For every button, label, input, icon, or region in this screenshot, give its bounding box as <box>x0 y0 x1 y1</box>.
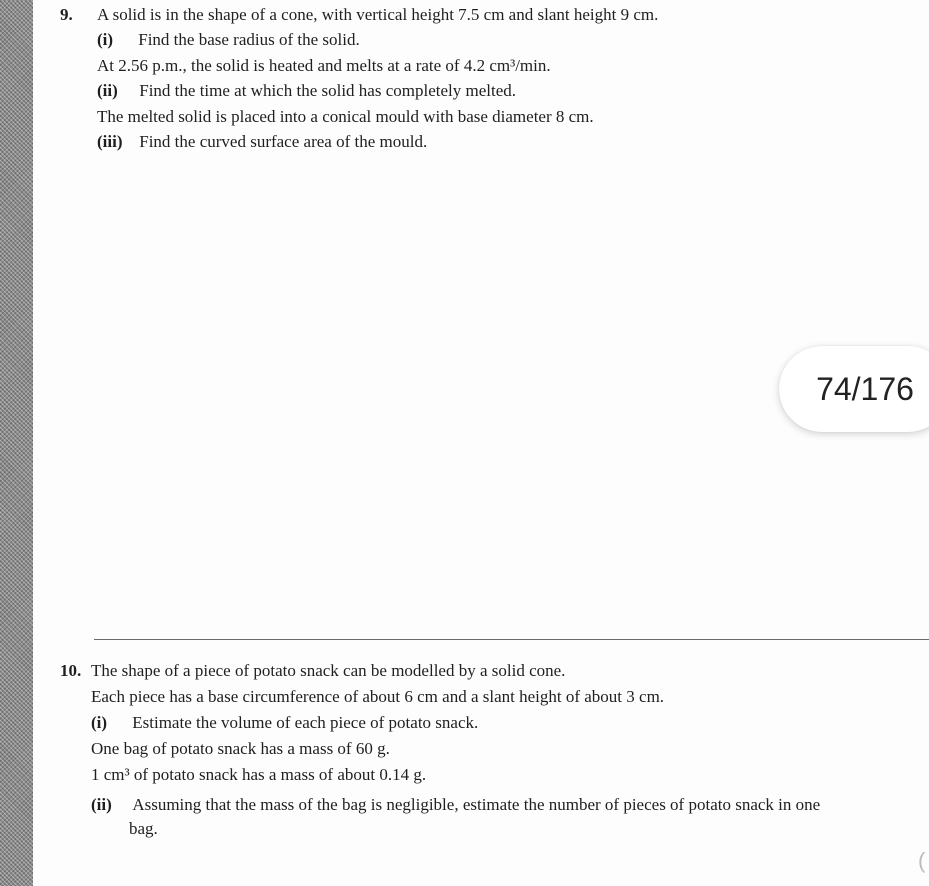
question-10-info-bag-mass: One bag of potato snack has a mass of 60 g. <box>91 739 390 758</box>
question-9-info-mould: The melted solid is placed into a conical mould with base diameter 8 cm. <box>97 107 594 126</box>
question-9-info-melting: At 2.56 p.m., the solid is heated and melts at a rate of 4.2 cm³/min. <box>97 56 551 75</box>
page-edge-glyph: ( <box>918 848 926 873</box>
book-spine-shadow <box>0 0 33 886</box>
question-10-part-ii <box>91 794 820 816</box>
question-10-stem-line-1: The shape of a piece of potato snack can be modelled by a solid cone. <box>91 661 566 680</box>
part-i-label: (i) <box>97 30 114 49</box>
question-divider <box>94 639 929 640</box>
question-10-stem-line-2: Each piece has a base circumference of about 6 cm and a slant height of about 3 cm. <box>91 687 665 706</box>
question-9-stem: A solid is in the shape of a cone, with vertical height 7.5 cm and slant height 9 cm. <box>97 5 659 24</box>
question-9-number: 9. <box>60 5 73 24</box>
question-10-part-i <box>91 712 478 734</box>
question-9-part-iii <box>97 131 427 153</box>
part-iii-label: (iii) <box>97 132 123 151</box>
question-10-number: 10. <box>60 661 82 680</box>
page-number-indicator: 74/176 <box>779 346 929 432</box>
part-ii-label: (ii) <box>97 81 118 100</box>
question-10-info-density: 1 cm³ of potato snack has a mass of about 0.14 g. <box>91 765 427 784</box>
part-i-text: Find the base radius of the solid. <box>138 30 360 49</box>
question-9-part-ii <box>97 80 516 102</box>
question-10-part-ii-line-2: bag. <box>129 819 158 838</box>
part-ii-text: Find the time at which the solid has completely melted. <box>139 81 517 100</box>
question-9-part-i <box>97 29 360 51</box>
part-i-text: Estimate the volume of each piece of potato snack. <box>132 713 479 732</box>
part-ii-text-line-1: Assuming that the mass of the bag is negligible, estimate the number of pieces of potato snack in one <box>132 795 821 814</box>
part-iii-text: Find the curved surface area of the mould. <box>139 132 428 151</box>
part-i-label: (i) <box>91 713 108 732</box>
document-page <box>33 0 929 886</box>
part-ii-label: (ii) <box>91 795 112 814</box>
